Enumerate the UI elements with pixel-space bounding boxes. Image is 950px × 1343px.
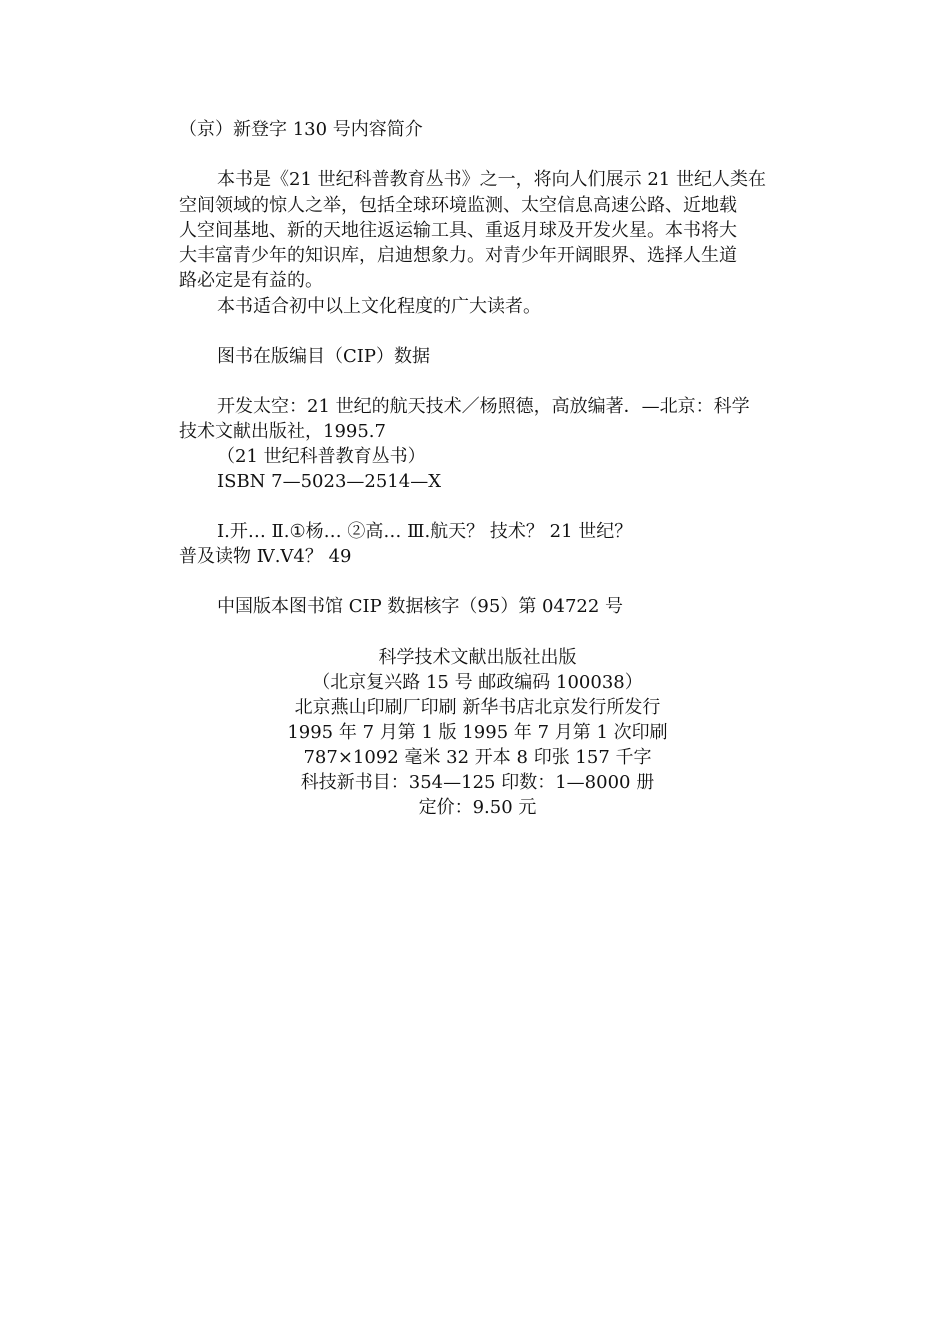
imprint-line: 科学技术文献出版社出版 [378,647,577,668]
library-record-line: 中国版本图书馆 CIP 数据核字（95）第 04722 号 [217,596,624,617]
summary-line: 路必定是有益的。 [179,270,323,291]
imprint-line: 北京燕山印刷厂印刷 新华书店北京发行所发行 [294,697,661,718]
summary-line: 人空间基地、新的天地往返运输工具、重返月球及开发火星。本书将大 [179,220,737,241]
cip-series: （21 世纪科普教育丛书） [217,446,426,467]
cip-entry-line: 开发太空：21 世纪的航天技术／杨照德，高放编著．—北京：科学 [217,396,750,417]
imprint-line: 787×1092 毫米 32 开本 8 印张 157 千字 [303,747,652,768]
cip-heading: 图书在版编目（CIP）数据 [217,346,430,367]
imprint-line: （北京复兴路 15 号 邮政编码 100038） [312,672,643,693]
summary-line: 空间领域的惊人之举，包括全球环境监测、太空信息高速公路、近地载 [179,195,737,216]
classification-line: Ⅰ.开… Ⅱ.①杨… ②高… Ⅲ.航天？ 技术？ 21 世纪？ [217,521,633,542]
registration-line: （京）新登字 130 号内容简介 [179,119,423,140]
isbn-line: ISBN 7—5023—2514—X [217,471,442,492]
audience-line: 本书适合初中以上文化程度的广大读者。 [217,296,541,317]
cip-entry-line: 技术文献出版社，1995.7 [179,421,386,442]
price-line: 定价：9.50 元 [418,797,537,818]
classification-line: 普及读物 Ⅳ.V4？ 49 [179,546,352,567]
imprint-line: 1995 年 7 月第 1 版 1995 年 7 月第 1 次印刷 [287,722,668,743]
summary-line: 本书是《21 世纪科普教育丛书》之一，将向人们展示 21 世纪人类在 [217,169,766,190]
imprint-line: 科技新书目：354—125 印数：1—8000 册 [300,772,655,793]
summary-line: 大丰富青少年的知识库，启迪想象力。对青少年开阔眼界、选择人生道 [179,245,737,266]
